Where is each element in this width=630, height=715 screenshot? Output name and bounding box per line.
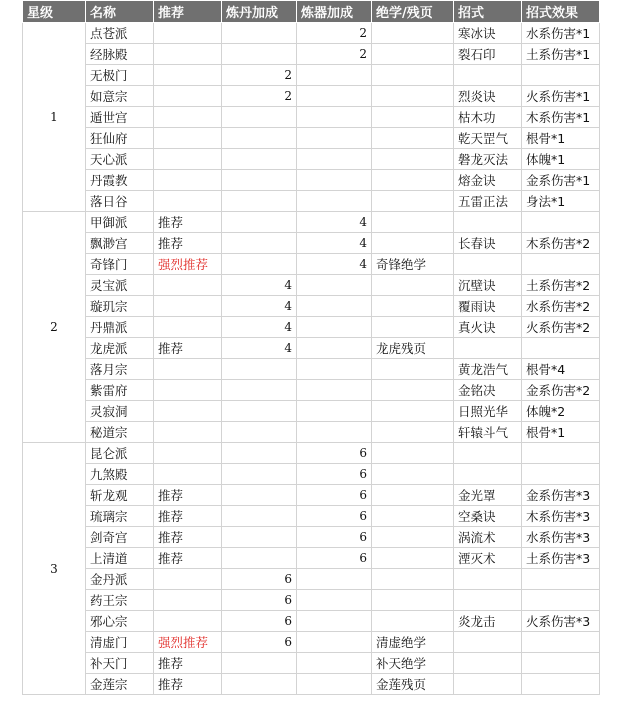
alchemy-cell	[222, 380, 297, 401]
move-cell	[454, 632, 522, 653]
skill-book-cell	[372, 44, 454, 65]
effect-cell: 木系伤害*3	[522, 506, 600, 527]
name-cell: 点苍派	[86, 23, 154, 44]
header-name: 名称	[86, 1, 154, 23]
effect-cell	[522, 254, 600, 275]
name-cell: 龙虎派	[86, 338, 154, 359]
skill-book-cell	[372, 464, 454, 485]
recommend-cell: 推荐	[154, 485, 222, 506]
table-row	[23, 632, 600, 653]
table-row	[23, 359, 600, 380]
skill-book-cell	[372, 65, 454, 86]
recommend-cell	[154, 611, 222, 632]
star-level-cell: 2	[23, 212, 86, 443]
skill-book-cell	[372, 212, 454, 233]
name-cell: 金莲宗	[86, 674, 154, 695]
header-row	[23, 1, 600, 23]
effect-cell: 根骨*1	[522, 422, 600, 443]
effect-cell: 体魄*2	[522, 401, 600, 422]
skill-book-cell	[372, 149, 454, 170]
table-row	[23, 380, 600, 401]
name-cell: 琉璃宗	[86, 506, 154, 527]
name-cell: 灵寂洞	[86, 401, 154, 422]
name-cell: 秘道宗	[86, 422, 154, 443]
effect-cell: 火系伤害*2	[522, 317, 600, 338]
recommend-cell	[154, 422, 222, 443]
recommend-cell	[154, 464, 222, 485]
alchemy-cell	[222, 359, 297, 380]
star-level-cell: 1	[23, 23, 86, 212]
skill-book-cell	[372, 548, 454, 569]
table-row	[23, 590, 600, 611]
table-row	[23, 401, 600, 422]
move-cell: 真火诀	[454, 317, 522, 338]
move-cell	[454, 653, 522, 674]
recommend-cell: 推荐	[154, 212, 222, 233]
effect-cell	[522, 443, 600, 464]
alchemy-cell: 6	[222, 611, 297, 632]
table-row	[23, 506, 600, 527]
alchemy-cell: 6	[222, 569, 297, 590]
recommend-cell: 推荐	[154, 527, 222, 548]
alchemy-cell: 4	[222, 275, 297, 296]
alchemy-cell	[222, 527, 297, 548]
name-cell: 邪心宗	[86, 611, 154, 632]
skill-book-cell: 龙虎残页	[372, 338, 454, 359]
table-row	[23, 65, 600, 86]
skill-book-cell	[372, 527, 454, 548]
table-row	[23, 233, 600, 254]
effect-cell	[522, 65, 600, 86]
move-cell: 涡流术	[454, 527, 522, 548]
alchemy-cell	[222, 422, 297, 443]
effect-cell	[522, 590, 600, 611]
skill-book-cell: 金莲残页	[372, 674, 454, 695]
recommend-cell	[154, 191, 222, 212]
table-row	[23, 149, 600, 170]
skill-book-cell	[372, 317, 454, 338]
skill-book-cell: 补天绝学	[372, 653, 454, 674]
alchemy-cell	[222, 107, 297, 128]
alchemy-cell: 2	[222, 65, 297, 86]
recommend-cell: 强烈推荐	[154, 254, 222, 275]
effect-cell: 木系伤害*1	[522, 107, 600, 128]
table-row	[23, 296, 600, 317]
header-effect: 招式效果	[522, 1, 600, 23]
recommend-cell	[154, 380, 222, 401]
refining-cell: 6	[297, 506, 372, 527]
skill-book-cell: 奇锋绝学	[372, 254, 454, 275]
name-cell: 金丹派	[86, 569, 154, 590]
alchemy-cell	[222, 464, 297, 485]
name-cell: 飘渺宫	[86, 233, 154, 254]
refining-cell	[297, 380, 372, 401]
skill-book-cell	[372, 380, 454, 401]
move-cell: 金铭决	[454, 380, 522, 401]
alchemy-cell	[222, 128, 297, 149]
alchemy-cell	[222, 401, 297, 422]
star-level-cell: 3	[23, 443, 86, 695]
recommend-cell: 推荐	[154, 674, 222, 695]
recommend-cell	[154, 149, 222, 170]
move-cell: 金光罩	[454, 485, 522, 506]
table-row	[23, 443, 600, 464]
refining-cell: 4	[297, 233, 372, 254]
sect-table-container	[22, 0, 600, 695]
table-row	[23, 107, 600, 128]
refining-cell: 6	[297, 485, 372, 506]
alchemy-cell: 6	[222, 590, 297, 611]
name-cell: 斩龙观	[86, 485, 154, 506]
refining-cell	[297, 296, 372, 317]
alchemy-cell	[222, 170, 297, 191]
name-cell: 天心派	[86, 149, 154, 170]
alchemy-cell: 4	[222, 338, 297, 359]
effect-cell: 土系伤害*1	[522, 44, 600, 65]
name-cell: 落日谷	[86, 191, 154, 212]
refining-cell: 6	[297, 548, 372, 569]
table-row	[23, 569, 600, 590]
name-cell: 剑奇宫	[86, 527, 154, 548]
effect-cell: 水系伤害*3	[522, 527, 600, 548]
refining-cell	[297, 317, 372, 338]
move-cell	[454, 569, 522, 590]
effect-cell: 火系伤害*3	[522, 611, 600, 632]
move-cell: 沉壁诀	[454, 275, 522, 296]
table-row	[23, 191, 600, 212]
refining-cell	[297, 149, 372, 170]
refining-cell	[297, 590, 372, 611]
refining-cell	[297, 191, 372, 212]
sect-table	[22, 0, 600, 695]
recommend-cell	[154, 23, 222, 44]
header-refining: 炼器加成	[297, 1, 372, 23]
effect-cell	[522, 569, 600, 590]
recommend-cell	[154, 401, 222, 422]
move-cell: 磐龙灭法	[454, 149, 522, 170]
table-row	[23, 128, 600, 149]
move-cell	[454, 674, 522, 695]
name-cell: 如意宗	[86, 86, 154, 107]
refining-cell	[297, 611, 372, 632]
name-cell: 九煞殿	[86, 464, 154, 485]
name-cell: 奇锋门	[86, 254, 154, 275]
refining-cell	[297, 653, 372, 674]
skill-book-cell	[372, 233, 454, 254]
alchemy-cell: 4	[222, 296, 297, 317]
header-skill-book: 绝学/残页	[372, 1, 454, 23]
recommend-cell: 强烈推荐	[154, 632, 222, 653]
skill-book-cell	[372, 359, 454, 380]
effect-cell: 体魄*1	[522, 149, 600, 170]
recommend-cell	[154, 86, 222, 107]
skill-book-cell	[372, 191, 454, 212]
table-body	[23, 23, 600, 695]
move-cell: 五雷正法	[454, 191, 522, 212]
move-cell: 轩辕斗气	[454, 422, 522, 443]
table-row	[23, 485, 600, 506]
skill-book-cell	[372, 611, 454, 632]
move-cell: 长春诀	[454, 233, 522, 254]
name-cell: 灵宝派	[86, 275, 154, 296]
alchemy-cell	[222, 485, 297, 506]
table-row	[23, 653, 600, 674]
name-cell: 无极门	[86, 65, 154, 86]
effect-cell	[522, 338, 600, 359]
move-cell	[454, 443, 522, 464]
name-cell: 遁世宫	[86, 107, 154, 128]
table-row	[23, 170, 600, 191]
header-move: 招式	[454, 1, 522, 23]
effect-cell: 土系伤害*3	[522, 548, 600, 569]
recommend-cell	[154, 296, 222, 317]
name-cell: 药王宗	[86, 590, 154, 611]
effect-cell: 木系伤害*2	[522, 233, 600, 254]
skill-book-cell	[372, 296, 454, 317]
table-row	[23, 611, 600, 632]
header-alchemy: 炼丹加成	[222, 1, 297, 23]
effect-cell	[522, 653, 600, 674]
alchemy-cell	[222, 44, 297, 65]
table-row	[23, 254, 600, 275]
alchemy-cell: 2	[222, 86, 297, 107]
skill-book-cell	[372, 170, 454, 191]
refining-cell	[297, 275, 372, 296]
refining-cell	[297, 359, 372, 380]
effect-cell	[522, 464, 600, 485]
refining-cell	[297, 632, 372, 653]
skill-book-cell: 清虚绝学	[372, 632, 454, 653]
move-cell	[454, 590, 522, 611]
table-row	[23, 674, 600, 695]
recommend-cell	[154, 107, 222, 128]
move-cell: 炎龙击	[454, 611, 522, 632]
recommend-cell	[154, 443, 222, 464]
name-cell: 璇玑宗	[86, 296, 154, 317]
effect-cell	[522, 674, 600, 695]
skill-book-cell	[372, 485, 454, 506]
recommend-cell: 推荐	[154, 506, 222, 527]
move-cell: 枯木功	[454, 107, 522, 128]
alchemy-cell	[222, 506, 297, 527]
table-row	[23, 317, 600, 338]
alchemy-cell	[222, 548, 297, 569]
move-cell: 日照光华	[454, 401, 522, 422]
recommend-cell	[154, 359, 222, 380]
skill-book-cell	[372, 443, 454, 464]
refining-cell	[297, 107, 372, 128]
alchemy-cell: 4	[222, 317, 297, 338]
recommend-cell	[154, 275, 222, 296]
move-cell: 覆雨诀	[454, 296, 522, 317]
skill-book-cell	[372, 275, 454, 296]
skill-book-cell	[372, 590, 454, 611]
refining-cell	[297, 86, 372, 107]
header-recommend: 推荐	[154, 1, 222, 23]
skill-book-cell	[372, 107, 454, 128]
name-cell: 狂仙府	[86, 128, 154, 149]
move-cell: 黄龙浩气	[454, 359, 522, 380]
recommend-cell	[154, 317, 222, 338]
move-cell	[454, 338, 522, 359]
refining-cell	[297, 65, 372, 86]
move-cell	[454, 254, 522, 275]
move-cell	[454, 212, 522, 233]
alchemy-cell	[222, 23, 297, 44]
move-cell	[454, 65, 522, 86]
refining-cell	[297, 569, 372, 590]
skill-book-cell	[372, 506, 454, 527]
name-cell: 经脉殿	[86, 44, 154, 65]
recommend-cell	[154, 170, 222, 191]
move-cell: 裂石印	[454, 44, 522, 65]
refining-cell	[297, 338, 372, 359]
recommend-cell	[154, 65, 222, 86]
name-cell: 补天门	[86, 653, 154, 674]
effect-cell: 水系伤害*2	[522, 296, 600, 317]
effect-cell: 金系伤害*3	[522, 485, 600, 506]
name-cell: 甲御派	[86, 212, 154, 233]
effect-cell	[522, 212, 600, 233]
recommend-cell	[154, 44, 222, 65]
move-cell: 空桑诀	[454, 506, 522, 527]
effect-cell: 火系伤害*1	[522, 86, 600, 107]
recommend-cell: 推荐	[154, 548, 222, 569]
table-row	[23, 212, 600, 233]
effect-cell: 根骨*1	[522, 128, 600, 149]
refining-cell	[297, 401, 372, 422]
table-row	[23, 422, 600, 443]
name-cell: 落月宗	[86, 359, 154, 380]
name-cell: 清虚门	[86, 632, 154, 653]
refining-cell: 6	[297, 464, 372, 485]
alchemy-cell	[222, 212, 297, 233]
effect-cell: 土系伤害*2	[522, 275, 600, 296]
alchemy-cell	[222, 191, 297, 212]
effect-cell	[522, 632, 600, 653]
table-row	[23, 86, 600, 107]
recommend-cell: 推荐	[154, 233, 222, 254]
alchemy-cell	[222, 149, 297, 170]
name-cell: 昆仑派	[86, 443, 154, 464]
alchemy-cell: 6	[222, 632, 297, 653]
move-cell: 寒冰诀	[454, 23, 522, 44]
alchemy-cell	[222, 674, 297, 695]
refining-cell: 6	[297, 443, 372, 464]
skill-book-cell	[372, 569, 454, 590]
name-cell: 丹霞教	[86, 170, 154, 191]
alchemy-cell	[222, 443, 297, 464]
header-star: 星级	[23, 1, 86, 23]
alchemy-cell	[222, 233, 297, 254]
table-row	[23, 548, 600, 569]
move-cell: 熔金诀	[454, 170, 522, 191]
refining-cell	[297, 674, 372, 695]
effect-cell: 水系伤害*1	[522, 23, 600, 44]
table-row	[23, 275, 600, 296]
alchemy-cell	[222, 254, 297, 275]
recommend-cell	[154, 569, 222, 590]
refining-cell: 2	[297, 44, 372, 65]
recommend-cell	[154, 128, 222, 149]
effect-cell: 身法*1	[522, 191, 600, 212]
move-cell: 烈炎诀	[454, 86, 522, 107]
skill-book-cell	[372, 86, 454, 107]
table-row	[23, 527, 600, 548]
effect-cell: 金系伤害*2	[522, 380, 600, 401]
refining-cell	[297, 422, 372, 443]
refining-cell	[297, 170, 372, 191]
refining-cell: 6	[297, 527, 372, 548]
table-row	[23, 23, 600, 44]
table-row	[23, 44, 600, 65]
table-row	[23, 338, 600, 359]
effect-cell: 根骨*4	[522, 359, 600, 380]
alchemy-cell	[222, 653, 297, 674]
skill-book-cell	[372, 422, 454, 443]
recommend-cell	[154, 590, 222, 611]
recommend-cell: 推荐	[154, 653, 222, 674]
refining-cell: 4	[297, 212, 372, 233]
name-cell: 丹鼎派	[86, 317, 154, 338]
move-cell: 乾天罡气	[454, 128, 522, 149]
refining-cell	[297, 128, 372, 149]
skill-book-cell	[372, 23, 454, 44]
name-cell: 上清道	[86, 548, 154, 569]
move-cell: 湮灭术	[454, 548, 522, 569]
table-row	[23, 464, 600, 485]
name-cell: 紫雷府	[86, 380, 154, 401]
skill-book-cell	[372, 128, 454, 149]
refining-cell: 2	[297, 23, 372, 44]
recommend-cell: 推荐	[154, 338, 222, 359]
effect-cell: 金系伤害*1	[522, 170, 600, 191]
refining-cell: 4	[297, 254, 372, 275]
move-cell	[454, 464, 522, 485]
skill-book-cell	[372, 401, 454, 422]
